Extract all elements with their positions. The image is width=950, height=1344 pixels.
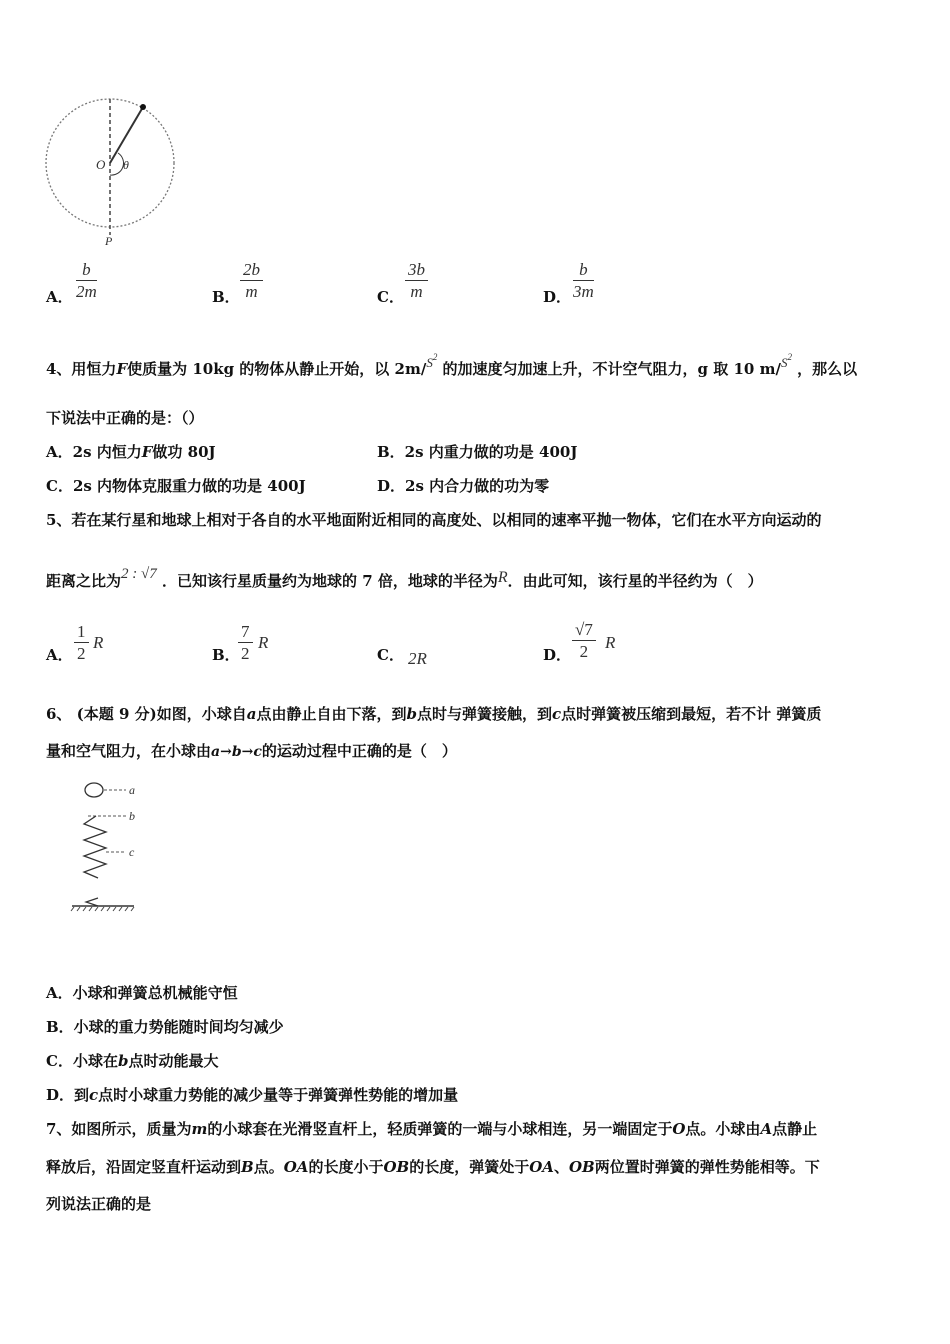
pendulum-bob bbox=[140, 104, 146, 110]
q4-stem-line1: 4、用恒力F使质量为 10kg 的物体从静止开始，以 $2m/S^2$ 的加速度匀加速上升，不计空气阻力，g 取 10 $m/S^2$ ，那么以 bbox=[46, 352, 858, 378]
angle-arc bbox=[110, 153, 124, 175]
q3-option-c-label: C． bbox=[377, 288, 404, 306]
q5-option-b-r: R bbox=[258, 633, 269, 652]
q3-c-den: m bbox=[410, 282, 423, 301]
q5-stem-line1: 5、若在某行星和地球上相对于各自的水平地面附近相同的高度处、以相同的速率平抛一物体，它们在水平方向运动的 bbox=[46, 511, 822, 529]
q6-option-d: D．到c点时小球重力势能的减少量等于弹簧弹性势能的增加量 bbox=[46, 1086, 459, 1104]
label-c: c bbox=[129, 845, 135, 859]
q3-option-a-fraction bbox=[76, 260, 97, 303]
q6-option-a: A．小球和弹簧总机械能守恒 bbox=[46, 984, 238, 1002]
q3-option-b-label: B． bbox=[212, 288, 240, 306]
q3-a-num: b bbox=[76, 260, 97, 281]
q7-stem-line1: 7、如图所示，质量为m的小球套在光滑竖直杆上，轻质弹簧的一端与小球相连，另一端固定于O点。小球由A点静止 bbox=[46, 1120, 818, 1138]
q3-option-d-label: D． bbox=[543, 288, 572, 306]
q4-option-c: C．2s 内物体克服重力做的功是 400J bbox=[46, 477, 306, 495]
q3-option-c-fraction bbox=[405, 260, 428, 303]
label-a: a bbox=[129, 783, 135, 797]
spring-ball-figure bbox=[68, 778, 158, 913]
q4-stem-line2: 下说法中正确的是：（） bbox=[46, 409, 204, 427]
q3-a-den: 2m bbox=[76, 282, 97, 301]
unit-s-1: S bbox=[426, 355, 433, 370]
angle-label: θ bbox=[123, 158, 129, 172]
q3-option-a-label: A． bbox=[46, 288, 73, 306]
q6-option-b: B．小球的重力势能随时间均匀减少 bbox=[46, 1018, 284, 1036]
q4-option-b: B．2s 内重力做的功是 400J bbox=[377, 443, 578, 461]
q3-b-num: 2b bbox=[240, 260, 263, 281]
q6-option-c: C．小球在b点时动能最大 bbox=[46, 1052, 219, 1070]
pendulum-rod bbox=[110, 107, 143, 163]
q6-stem-line1: 6、 (本题 9 分)如图，小球自a点由静止自由下落，到b点时与弹簧接触，到c点时弹簧被压缩到最短，若不计 弹簧质 bbox=[46, 705, 822, 723]
q5-option-d-label: D． bbox=[543, 646, 572, 664]
circle-pendulum-figure bbox=[40, 95, 185, 250]
origin-label: O bbox=[96, 157, 106, 172]
q3-d-den: 3m bbox=[573, 282, 594, 301]
bottom-label: P bbox=[105, 234, 113, 248]
q7-stem-line2: 释放后，沿固定竖直杆运动到B点。OA的长度小于OB的长度，弹簧处于OA、OB两位置时弹簧的弹性势能相等。下 bbox=[46, 1158, 820, 1176]
q5-option-b-fraction: $\frac{7}{2}$ bbox=[238, 622, 253, 665]
q5-option-b-label: B． bbox=[212, 646, 240, 664]
q5-option-d-r: R bbox=[605, 633, 616, 652]
q5-option-c-label: C． bbox=[377, 646, 404, 664]
motion-path: a→b→c bbox=[211, 744, 262, 760]
label-b: b bbox=[129, 809, 135, 823]
ball bbox=[85, 783, 103, 797]
q7-stem-line3: 列说法正确的是 bbox=[46, 1195, 152, 1213]
q3-option-b-fraction bbox=[240, 260, 263, 303]
radius-symbol: R bbox=[497, 569, 508, 586]
force-symbol: F bbox=[116, 360, 128, 378]
unit-exp-1: 2 bbox=[432, 352, 438, 362]
q5-option-d-fraction: $\frac{√7}{2}$ bbox=[572, 620, 596, 663]
q3-d-num: b bbox=[573, 260, 594, 281]
q3-c-num: 3b bbox=[405, 260, 428, 281]
q5-option-a-fraction: $\frac{1}{2}$ bbox=[74, 622, 89, 665]
ratio-expression: 2 : √7 bbox=[121, 566, 157, 582]
spring-coil bbox=[84, 816, 106, 878]
q3-b-den: m bbox=[245, 282, 258, 301]
q4-option-a: A．2s 内恒力F做功 80J bbox=[46, 443, 216, 461]
unit-s-2: S bbox=[780, 355, 788, 370]
q5-option-a-label: A． bbox=[46, 646, 73, 664]
unit-exp-2: 2 bbox=[787, 352, 792, 362]
q3-option-d-fraction bbox=[573, 260, 594, 303]
q5-stem-line2: 距离之比为2 : √7 ．已知该行星质量约为地球的 7 倍，地球的半径为R．由此可知，该行星的半径约为（ ） bbox=[46, 566, 763, 590]
q4-option-d: D．2s 内合力做的功为零 bbox=[377, 477, 550, 495]
q5-option-c-expr: 2R bbox=[408, 649, 427, 668]
q5-option-a-r: R bbox=[93, 633, 104, 652]
q6-stem-line2: 量和空气阻力，在小球由a→b→c的运动过程中正确的是（ ） bbox=[46, 742, 457, 760]
